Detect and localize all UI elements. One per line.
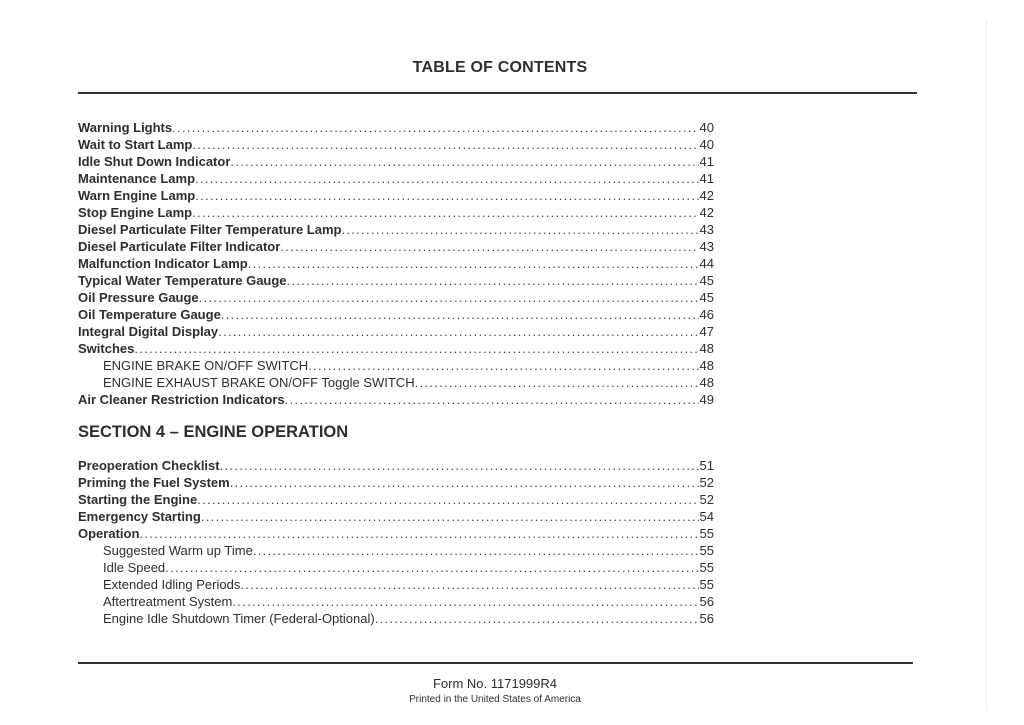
toc-entry-label: Preoperation Checklist xyxy=(78,458,220,473)
dot-leader xyxy=(415,375,699,390)
toc-entry-page: 42 xyxy=(699,205,714,220)
toc-entry-page: 47 xyxy=(699,324,714,339)
dot-leader xyxy=(230,154,698,169)
section-heading: SECTION 4 – ENGINE OPERATION xyxy=(78,423,349,441)
toc-entry-label: Malfunction Indicator Lamp xyxy=(78,256,248,271)
dot-leader xyxy=(134,341,698,356)
toc-entry-label: Maintenance Lamp xyxy=(78,171,196,186)
dot-leader xyxy=(230,475,699,490)
dot-leader xyxy=(248,256,699,271)
toc-entry-label: Warn Engine Lamp xyxy=(78,188,196,203)
toc-entry-page: 48 xyxy=(699,358,714,373)
scan-edge xyxy=(986,20,987,710)
toc-entry-page: 40 xyxy=(699,120,714,135)
toc-entry[interactable] xyxy=(78,237,714,254)
toc-entry[interactable] xyxy=(78,507,714,524)
toc-entry[interactable] xyxy=(78,186,714,203)
toc-entry-page: 41 xyxy=(699,171,714,186)
toc-entry-page: 42 xyxy=(699,188,714,203)
dot-leader xyxy=(192,137,698,152)
toc-entry-label: Idle Shut Down Indicator xyxy=(78,154,231,169)
toc-entry-label: Air Cleaner Restriction Indicators xyxy=(78,392,285,407)
toc-entry-label: Operation xyxy=(78,526,140,541)
toc-entry-page: 44 xyxy=(699,256,714,271)
dot-leader xyxy=(285,392,699,407)
dot-leader xyxy=(195,188,698,203)
toc-entry-page: 54 xyxy=(699,509,714,524)
toc-entry[interactable] xyxy=(78,152,714,169)
toc-entry[interactable] xyxy=(78,373,714,390)
dot-leader xyxy=(253,543,699,558)
toc-entry-page: 41 xyxy=(699,154,714,169)
toc-entry-label: Warning Lights xyxy=(78,120,173,135)
toc-entry-label: Oil Pressure Gauge xyxy=(78,290,199,305)
toc-entry-label: Wait to Start Lamp xyxy=(78,137,193,152)
toc-entry[interactable] xyxy=(78,541,714,558)
toc-entry-label: Idle Speed xyxy=(103,560,166,575)
toc-entry[interactable] xyxy=(78,118,714,135)
toc-entry[interactable] xyxy=(78,288,714,305)
dot-leader xyxy=(232,594,698,609)
toc-entry-page: 45 xyxy=(699,273,714,288)
toc-entry-label: ENGINE EXHAUST BRAKE ON/OFF Toggle SWITCH xyxy=(103,375,415,390)
toc-entry[interactable] xyxy=(78,609,714,626)
toc-entry-page: 51 xyxy=(699,458,714,473)
toc-entry-label: Diesel Particulate Filter Temperature Lamp xyxy=(78,222,342,237)
dot-leader xyxy=(287,273,699,288)
dot-leader xyxy=(139,526,698,541)
toc-entry-page: 48 xyxy=(699,341,714,356)
toc-entry-label: Aftertreatment System xyxy=(103,594,233,609)
dot-leader xyxy=(192,205,698,220)
toc-entry-page: 55 xyxy=(699,560,714,575)
dot-leader xyxy=(197,492,698,507)
toc-entry-page: 48 xyxy=(699,375,714,390)
toc-entry-page: 49 xyxy=(699,392,714,407)
toc-entry-page: 55 xyxy=(699,543,714,558)
toc-entry[interactable] xyxy=(78,339,714,356)
toc-entry[interactable] xyxy=(78,220,714,237)
toc-entry[interactable] xyxy=(78,592,714,609)
top-divider xyxy=(78,92,917,94)
toc-entry-label: Extended Idling Periods xyxy=(103,577,241,592)
toc-list-section-4 xyxy=(78,456,714,626)
toc-entry[interactable] xyxy=(78,135,714,152)
toc-entry-label: Priming the Fuel System xyxy=(78,475,230,490)
toc-entry[interactable] xyxy=(78,322,714,339)
dot-leader xyxy=(172,120,698,135)
toc-entry[interactable] xyxy=(78,390,714,407)
toc-entry-page: 40 xyxy=(699,137,714,152)
toc-entry-label: Diesel Particulate Filter Indicator xyxy=(78,239,281,254)
toc-entry-page: 55 xyxy=(699,526,714,541)
toc-entry[interactable] xyxy=(78,575,714,592)
dot-leader xyxy=(341,222,698,237)
dot-leader xyxy=(221,307,699,322)
toc-entry-label: ENGINE BRAKE ON/OFF SWITCH xyxy=(103,358,309,373)
toc-entry[interactable] xyxy=(78,558,714,575)
toc-entry-label: Typical Water Temperature Gauge xyxy=(78,273,287,288)
dot-leader xyxy=(218,324,698,339)
dot-leader xyxy=(195,171,699,186)
toc-entry[interactable] xyxy=(78,490,714,507)
toc-entry[interactable] xyxy=(78,305,714,322)
dot-leader xyxy=(308,358,698,373)
toc-entry-page: 52 xyxy=(699,475,714,490)
toc-entry-label: Engine Idle Shutdown Timer (Federal-Optional) xyxy=(103,611,375,626)
toc-entry-page: 43 xyxy=(699,239,714,254)
toc-entry-label: Suggested Warm up Time xyxy=(103,543,253,558)
toc-entry-label: Emergency Starting xyxy=(78,509,201,524)
toc-entry-label: Oil Temperature Gauge xyxy=(78,307,221,322)
toc-entry[interactable] xyxy=(78,271,714,288)
page-title: TABLE OF CONTENTS xyxy=(412,59,588,76)
toc-entry-page: 56 xyxy=(699,594,714,609)
toc-entry-page: 43 xyxy=(699,222,714,237)
printed-note: Printed in the United States of America xyxy=(409,694,581,705)
dot-leader xyxy=(220,458,699,473)
toc-entry-page: 46 xyxy=(699,307,714,322)
toc-entry-page: 56 xyxy=(699,611,714,626)
toc-list-section-3 xyxy=(78,118,714,407)
toc-entry-label: Integral Digital Display xyxy=(78,324,219,339)
toc-entry-label: Starting the Engine xyxy=(78,492,198,507)
toc-entry[interactable] xyxy=(78,356,714,373)
toc-entry[interactable] xyxy=(78,456,714,473)
toc-entry-page: 45 xyxy=(699,290,714,305)
toc-entry[interactable] xyxy=(78,524,714,541)
dot-leader xyxy=(165,560,698,575)
toc-entry-page: 55 xyxy=(699,577,714,592)
toc-entry-label: Switches xyxy=(78,341,135,356)
bottom-divider xyxy=(78,662,913,664)
dot-leader xyxy=(375,611,699,626)
dot-leader xyxy=(280,239,698,254)
toc-entry-page: 52 xyxy=(699,492,714,507)
dot-leader xyxy=(201,509,699,524)
form-number: Form No. 1171999R4 xyxy=(432,676,558,691)
toc-entry[interactable] xyxy=(78,254,714,271)
toc-entry-label: Stop Engine Lamp xyxy=(78,205,193,220)
dot-leader xyxy=(199,290,699,305)
toc-entry[interactable] xyxy=(78,169,714,186)
dot-leader xyxy=(240,577,698,592)
toc-entry[interactable] xyxy=(78,473,714,490)
toc-entry[interactable] xyxy=(78,203,714,220)
